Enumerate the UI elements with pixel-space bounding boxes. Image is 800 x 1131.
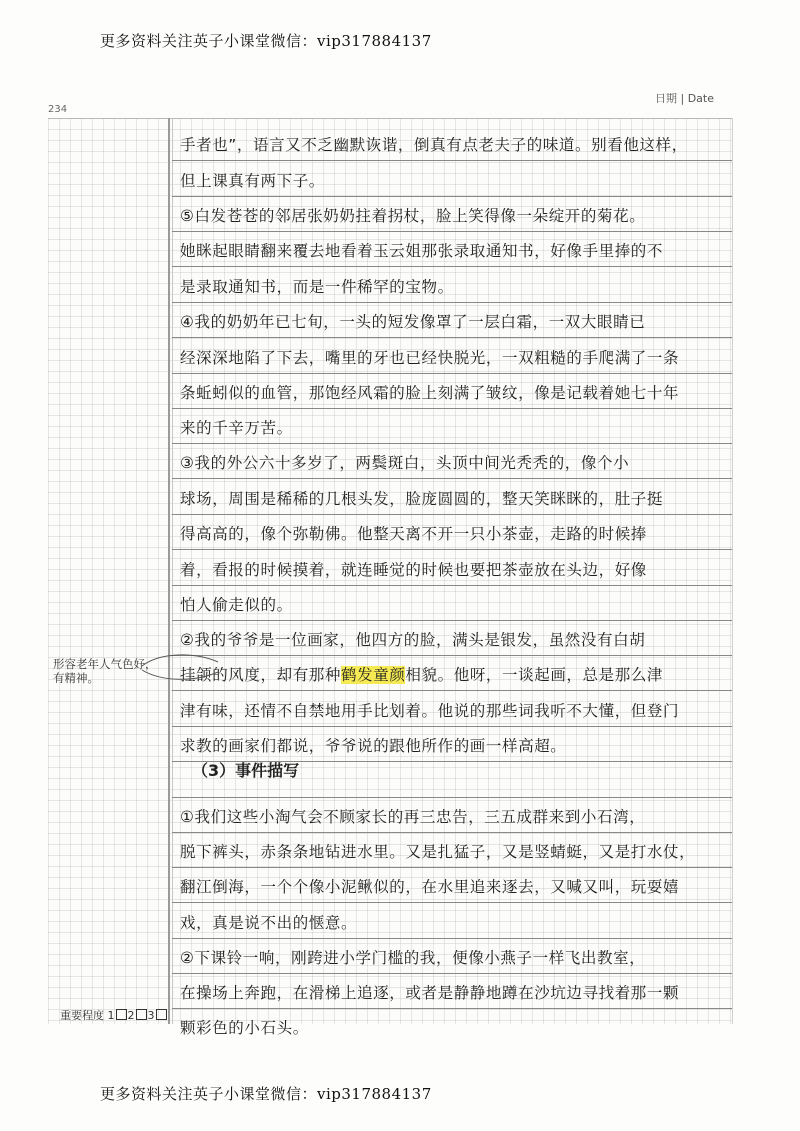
- page-number: 234: [48, 104, 68, 115]
- watermark-bottom: 更多资料关注英子小课堂微信：vip317884137: [100, 1085, 432, 1103]
- text-line: ②我的爷爷是一位画家，他四方的脸，满头是银发，虽然没有白胡: [180, 631, 646, 649]
- importance-option: 2: [127, 1009, 135, 1022]
- section-heading: （3）事件描写: [192, 761, 300, 780]
- checkbox-icon[interactable]: [116, 1009, 127, 1020]
- text-line: 球场，周围是稀稀的几根头发，脸庞圆圆的，整天笑眯眯的，肚子挺: [180, 490, 664, 508]
- text-line: 脱下裤头，赤条条地钻进水里。又是扎猛子，又是竖蜻蜓，又是打水仗，: [180, 843, 696, 861]
- text-line: 条蚯蚓似的血管，那饱经风霜的脸上刻满了皱纹，像是记载着她七十年: [180, 384, 680, 402]
- ruled-line: [172, 655, 732, 656]
- text-line: 经深深地陷了下去，嘴里的牙也已经快脱光，一双粗糙的手爬满了一条: [180, 349, 680, 367]
- importance-option: 1: [107, 1009, 115, 1022]
- ruled-line: [172, 690, 732, 691]
- text-line: 在操场上奔跑，在滑梯上追逐，或者是静静地蹲在沙坑边寻找着那一颗: [180, 984, 680, 1002]
- text-line: 颗彩色的小石头。: [180, 1019, 309, 1037]
- ruled-line: [172, 549, 732, 550]
- text-line: 但上课真有两下子。: [180, 172, 325, 190]
- margin-annotation: 形容老年人气色好，有精神。: [53, 657, 157, 685]
- text-line: 她眯起眼睛翻来覆去地看着玉云姐那张录取通知书，好像手里捧的不: [180, 242, 664, 260]
- header-rule: [48, 118, 732, 119]
- highlighted-phrase: 鹤发童颜: [341, 666, 406, 684]
- text-line: 戏，真是说不出的惬意。: [180, 914, 358, 932]
- ruled-line: [172, 867, 732, 868]
- text-line: 得高高的，像个弥勒佛。他整天离不开一只小茶壶，走路的时候捧: [180, 525, 647, 543]
- text-line: 翻江倒海，一个个像小泥鳅似的，在水里追来逐去，又喊又叫，玩耍嬉: [180, 878, 680, 896]
- ruled-line: [172, 231, 732, 232]
- ruled-line: [172, 973, 732, 974]
- margin-line-secondary: [172, 118, 173, 1024]
- text-line: ③我的外公六十多岁了，两鬓斑白，头顶中间光秃秃的，像个小: [180, 454, 630, 472]
- watermark-top: 更多资料关注英子小课堂微信：vip317884137: [100, 32, 432, 50]
- ruled-line: [172, 514, 732, 515]
- text-line: 怕人偷走似的。: [180, 596, 293, 614]
- ruled-line: [172, 938, 732, 939]
- importance-label: 重要程度: [60, 1009, 104, 1022]
- ruled-line: [172, 337, 732, 338]
- checkbox-icon[interactable]: [156, 1009, 167, 1020]
- ruled-line: [172, 408, 732, 409]
- ruled-line: [172, 1008, 732, 1009]
- ruled-line: [172, 620, 732, 621]
- text-line: ①我们这些小淘气会不顾家长的再三忠告，三五成群来到小石湾，: [180, 808, 646, 826]
- ruled-line: [172, 726, 732, 727]
- ruled-line: [172, 160, 732, 161]
- margin-line: [168, 118, 170, 1024]
- ruled-line: [172, 196, 732, 197]
- ruled-line: [172, 832, 732, 833]
- ruled-line: [172, 443, 732, 444]
- text-line: 是录取通知书，而是一件稀罕的宝物。: [180, 278, 454, 296]
- importance-option: 3: [147, 1009, 155, 1022]
- ruled-line: [172, 585, 732, 586]
- text-line: 津有味，还情不自禁地用手比划着。他说的那些词我听不大懂，但登门: [180, 702, 680, 720]
- text-line: ⑤白发苍苍的邻居张奶奶拄着拐杖，脸上笑得像一朵绽开的菊花。: [180, 207, 646, 225]
- ruled-line: [172, 797, 732, 798]
- importance-rating: [60, 1007, 168, 1023]
- text-line: 来的千辛万苦。: [180, 419, 293, 437]
- text-line-highlighted: [180, 665, 725, 685]
- text-line: 手者也”，语言又不乏幽默诙谐，倒真有点老夫子的味道。别看他这样，: [180, 136, 688, 154]
- ruled-line: [172, 302, 732, 303]
- ruled-line: [172, 266, 732, 267]
- ruled-line: [172, 373, 732, 374]
- ruled-line: [172, 478, 732, 479]
- text-line: 着，看报的时候摸着，就连睡觉的时候也要把茶壶放在头边，好像: [180, 561, 647, 579]
- text-segment: 相貌。他呀，一谈起画，总是那么津: [405, 666, 664, 684]
- text-line: 求教的画家们都说，爷爷说的跟他所作的画一样高超。: [180, 737, 567, 755]
- ruled-line: [172, 902, 732, 903]
- checkbox-icon[interactable]: [136, 1009, 147, 1020]
- date-label: 日期 | Date: [655, 92, 714, 105]
- text-line: ②下课铃一响，刚跨进小学门槛的我，便像小燕子一样飞出教室，: [180, 949, 646, 967]
- text-segment: 挂颌的风度，却有那种: [180, 666, 342, 684]
- annotation-arrow-icon: [140, 648, 220, 688]
- text-line: ④我的奶奶年已七旬，一头的短发像罩了一层白霜，一双大眼睛已: [180, 313, 646, 331]
